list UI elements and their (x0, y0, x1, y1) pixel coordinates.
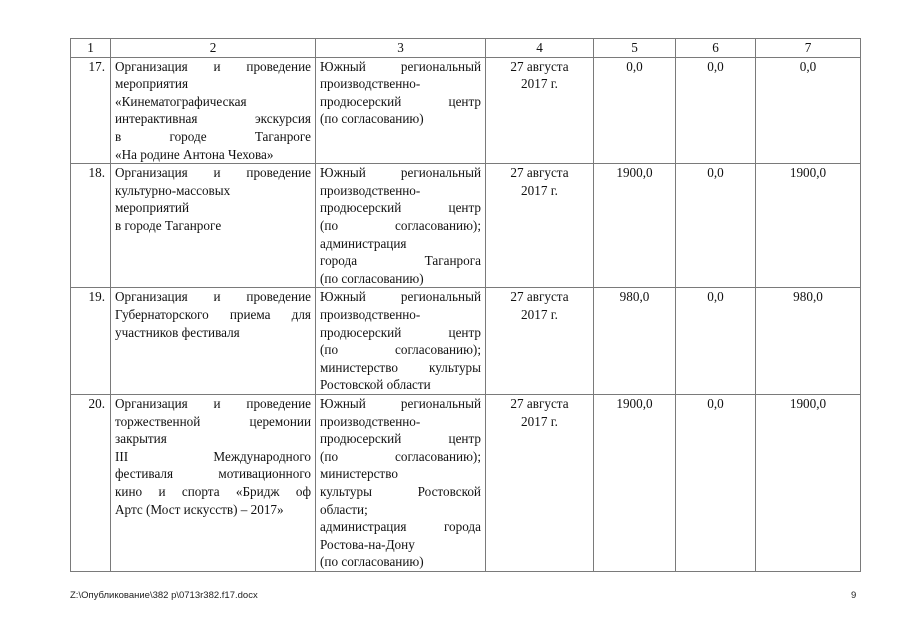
file-path: Z:\Опубликование\382 р\0713r382.f17.docx (70, 590, 258, 601)
executor-line: продюсерский центр (320, 431, 481, 447)
amount-col7: 1900,0 (756, 164, 861, 288)
executor-line: продюсерский центр (320, 324, 481, 340)
date-line: 27 августа (510, 165, 569, 181)
event-name-line: III Международного (115, 448, 311, 464)
executor-line: администрация города (320, 519, 481, 535)
page-number: 9 (851, 590, 857, 601)
event-name-line: «На родине Антона Чехова» (115, 146, 274, 162)
event-name-line: мероприятий (115, 200, 190, 216)
column-number: 6 (676, 39, 756, 58)
executor-line: (по согласованию) (320, 270, 424, 286)
executor-line: министерство культуры (320, 359, 481, 375)
date-line: 2017 г. (521, 76, 558, 92)
executor-line: производственно- (320, 413, 421, 429)
executor-line: (по согласованию) (320, 554, 424, 570)
executor-line: министерство (320, 466, 398, 482)
date-cell (486, 164, 594, 288)
amount-col5: 1900,0 (594, 394, 676, 571)
date-line: 2017 г. (521, 413, 558, 429)
amount-col6: 0,0 (676, 288, 756, 395)
table-row (71, 164, 861, 288)
executor-line: Южный региональный (320, 165, 481, 181)
event-name-line: фестиваля мотивационного (115, 466, 311, 482)
column-number-row (71, 39, 861, 58)
executor-line: (по согласованию); (320, 342, 481, 358)
event-name-line: Губернаторского приема для (115, 306, 311, 322)
executor-cell (316, 394, 486, 571)
column-number: 1 (71, 39, 111, 58)
table-row (71, 394, 861, 571)
executor-line: Ростова-на-Дону (320, 536, 415, 552)
date-line: 27 августа (510, 395, 569, 411)
date-line: 2017 г. (521, 182, 558, 198)
event-name-line: закрытия (115, 431, 167, 447)
amount-col6: 0,0 (676, 394, 756, 571)
executor-line: Южный региональный (320, 395, 481, 411)
executor-line: продюсерский центр (320, 93, 481, 109)
event-name-line: Артс (Мост искусств) – 2017» (115, 501, 284, 517)
executor-line: администрация (320, 235, 407, 251)
executor-line: (по согласованию); (320, 448, 481, 464)
event-name-cell (111, 164, 316, 288)
executor-cell (316, 288, 486, 395)
column-number: 5 (594, 39, 676, 58)
event-name-line: интерактивная экскурсия (115, 111, 311, 127)
executor-line: производственно- (320, 306, 421, 322)
event-name-cell (111, 288, 316, 395)
executor-line: Ростовской области (320, 377, 431, 393)
event-name-cell (111, 57, 316, 164)
table-row (71, 57, 861, 164)
column-number: 7 (756, 39, 861, 58)
executor-line: Южный региональный (320, 289, 481, 305)
event-name-cell (111, 394, 316, 571)
amount-col5: 0,0 (594, 57, 676, 164)
event-name-line: мероприятия (115, 76, 189, 92)
amount-col7: 0,0 (756, 57, 861, 164)
event-name-line: Организация и проведение (115, 58, 311, 74)
row-number: 20. (71, 394, 111, 571)
amount-col7: 1900,0 (756, 394, 861, 571)
column-number: 2 (111, 39, 316, 58)
column-number: 4 (486, 39, 594, 58)
executor-line: (по согласованию); (320, 217, 481, 233)
event-name-line: культурно-массовых (115, 182, 231, 198)
executor-line: области; (320, 501, 368, 517)
amount-col7: 980,0 (756, 288, 861, 395)
event-name-line: торжественной церемонии (115, 413, 311, 429)
row-number: 18. (71, 164, 111, 288)
executor-cell (316, 57, 486, 164)
executor-line: производственно- (320, 182, 421, 198)
date-line: 27 августа (510, 58, 569, 74)
amount-col6: 0,0 (676, 164, 756, 288)
date-cell (486, 57, 594, 164)
budget-table (70, 38, 861, 572)
executor-line: продюсерский центр (320, 200, 481, 216)
amount-col5: 980,0 (594, 288, 676, 395)
table-row (71, 288, 861, 395)
event-name-line: Организация и проведение (115, 289, 311, 305)
date-line: 27 августа (510, 289, 569, 305)
row-number: 19. (71, 288, 111, 395)
executor-line: (по согласованию) (320, 111, 424, 127)
executor-line: города Таганрога (320, 253, 481, 269)
date-cell (486, 288, 594, 395)
amount-col5: 1900,0 (594, 164, 676, 288)
executor-line: Южный региональный (320, 58, 481, 74)
event-name-line: в городе Таганрогe (115, 217, 222, 233)
date-cell (486, 394, 594, 571)
event-name-line: в городе Таганроге (115, 128, 311, 144)
event-name-line: кино и спорта «Бридж оф (115, 483, 311, 499)
executor-line: культуры Ростовской (320, 483, 481, 499)
event-name-line: Организация и проведение (115, 395, 311, 411)
executor-line: производственно- (320, 76, 421, 92)
table-body (71, 39, 861, 572)
executor-cell (316, 164, 486, 288)
column-number: 3 (316, 39, 486, 58)
event-name-line: Организация и проведение (115, 165, 311, 181)
amount-col6: 0,0 (676, 57, 756, 164)
row-number: 17. (71, 57, 111, 164)
event-name-line: участников фестиваля (115, 324, 240, 340)
event-name-line: «Кинематографическая (115, 93, 247, 109)
date-line: 2017 г. (521, 306, 558, 322)
